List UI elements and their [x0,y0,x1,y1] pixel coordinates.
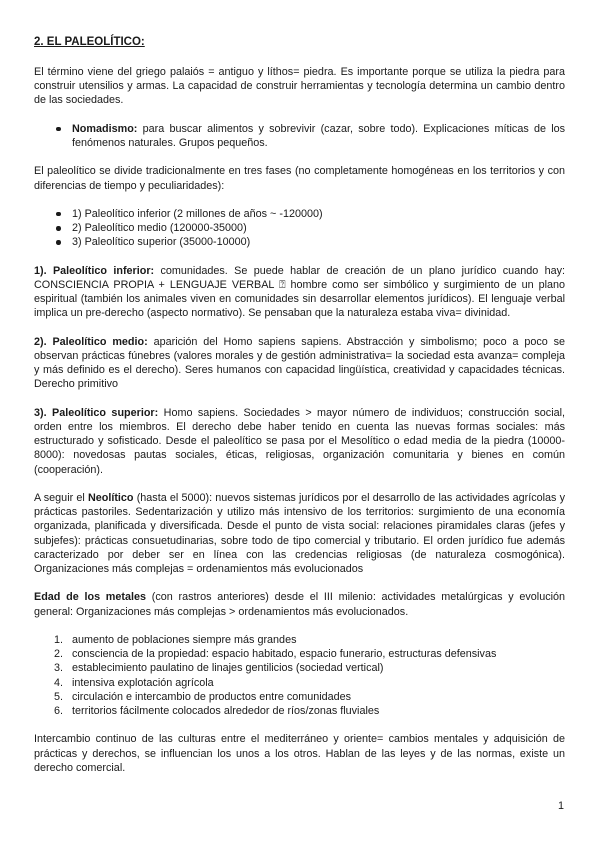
metales-text: (con rastros anteriores) desde el III milenio: actividades metalúrgicas y evolución general: Organizaciones más complejas > ordenamientos más evolucionados. [34,591,566,618]
list-text: aumento de poblaciones siempre más grandes [72,633,297,646]
list-text: intensiva explotación agrícola [72,676,214,689]
phase-text: 2) Paleolítico medio (120000-35000) [72,222,247,235]
list-item [34,633,565,647]
list-item [34,122,565,150]
nomadism-term: Nomadismo: [72,122,138,135]
list-item [34,207,565,221]
inferior-paragraph [34,264,565,321]
list-text: consciencia de la propiedad: espacio habitado, espacio funerario, estructuras defensivas [72,648,497,661]
list-text: territorios fácilmente colocados alrededor de ríos/zonas fluviales [72,705,380,717]
page-number: 1 [558,800,565,812]
list-item [34,690,565,704]
list-number: 1. [54,633,64,646]
neolitico-text: (hasta el 5000): nuevos sistemas jurídicos por el desarrollo de las actividades agrícolas y prácticas pastoriles. Sedentarización y utilizo más intensivo de los territorios: surgimiento de una economía organizada, planificada y diversificada. Desde el punto de vista social: relaciones piramidales claras (jefes y subjefes): prácticas consuetudinarias, sobre todo de tipo comercial y tributario. El orden jurídico fue además caracterizado por deber ser en línea con las credencias religiosas (de naturaleza cosmogónica). Organizaciones más complejas = ordenamientos más evolucionados [34,491,566,575]
neolitico-paragraph [34,491,565,576]
list-number: 6. [54,705,64,717]
section-title: 2. EL PALEOLÍTICO: [34,36,145,48]
list-number: 3. [54,662,64,675]
list-number: 2. [54,648,64,661]
medio-term: 2). Paleolítico medio: [34,335,148,348]
inferior-text: comunidades. Se puede hablar de creación de un plano jurídico cuando hay: CONSCIENCIA PROPIA + LENGUAJE VERBAL ⍰ hombre como ser simbólico y surgimiento de un plano espiritual (también los animales viven en comunidades sin desarrollar elementos jurídicos). El lenguaje verbal implica un pre-derecho (aspecto normativo). Se pensaban que la naturaleza estaba viva= divinidad. [34,264,565,320]
superior-paragraph [34,406,565,477]
medio-text: aparición del Homo sapiens sapiens. Abstracción y simbolismo; poco a poco se observan prácticas fúnebres (valores morales y de gestión administrativa= la sociedad esta avanza= compleja y más definido es el derecho). Seres humanos con capacidad lingüística, creatividad y capacidades técnicas. Derecho primitivo [34,335,566,391]
list-number: 5. [54,690,64,703]
phases-intro: El paleolítico se divide tradicionalmente en tres fases (no completamente homogéneas en los territorios y con diferencias de tiempo y peculiaridades): [34,165,565,192]
list-item [34,704,565,718]
superior-text: Homo sapiens. Sociedades > mayor número de individuos; construcción social, orden entre los miembros. El derecho debe haber tenido en cuenta las nuevas formas sociales: más estructurado y sofisticado. Desde el paleolítico se pasa por el Mesolítico o edad media de la piedra (10000-8000): novedosas pautas sociales, éticas, religiosas, organización comunitaria y bienes en común (cooperación). [34,406,565,476]
metales-list [34,633,565,718]
list-item [34,235,565,249]
neolitico-before: A seguir el [34,491,88,504]
list-item [34,676,565,690]
phases-list [34,207,565,250]
nomadism-list [34,122,565,150]
neolitico-term: Neolítico [87,491,134,504]
inferior-term: 1). Paleolítico inferior: [34,264,155,277]
list-item [34,647,565,661]
phase-text: 3) Paleolítico superior (35000-10000) [72,236,251,249]
list-item [34,661,565,675]
intro-paragraph: El término viene del griego palaiós = antiguo y líthos= piedra. Es importante porque se utiliza la piedra para construir utensilios y armas. La capacidad de construir herramientas y tecnología determina un cambio dentro de las sociedades. [34,66,565,107]
list-text: establecimiento paulatino de linajes gentilicios (sociedad vertical) [72,662,384,675]
list-number: 4. [54,676,64,689]
nomadism-text: para buscar alimentos y sobrevivir (cazar, sobre todo). Explicaciones míticas de los fenómenos naturales. Grupos pequeños. [72,122,565,149]
medio-paragraph [34,335,565,392]
metales-paragraph [34,590,565,618]
document-page [34,36,565,789]
closing-paragraph: Intercambio continuo de las culturas entre el mediterráneo y oriente= cambios mentales y adquisición de prácticas y derechos, se influencian los unos a los otros. Hablan de las leyes y de las normas, existe un derecho comercial. [34,733,565,774]
metales-term: Edad de los metales [34,591,147,604]
list-text: circulación e intercambio de productos entre comunidades [72,690,352,703]
list-item [34,221,565,235]
superior-term: 3). Paleolítico superior: [34,406,159,419]
phase-text: 1) Paleolítico inferior (2 millones de años ~ -120000) [72,207,323,220]
